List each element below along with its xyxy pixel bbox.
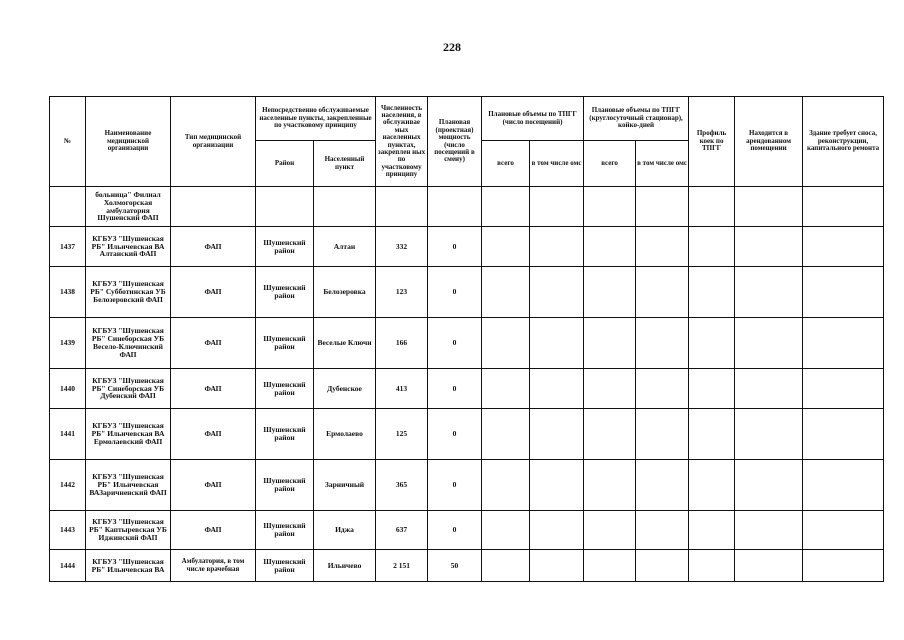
cell-num [50,187,86,227]
cell-capacity: 0 [428,460,482,511]
cell-type: Амбулатория, в том числе врачебная [171,550,256,582]
cell-district: Шушенский район [256,460,314,511]
cell-settlement: Ермолаево [314,409,376,460]
cell-num: 1439 [50,318,86,369]
cell-type: ФАП [171,369,256,409]
cell-settlement: Веселые Ключи [314,318,376,369]
facilities-table [49,96,884,582]
cell-org-name: КГБУЗ "Шушенская РБ" Субботинская УБ Белозеровский ФАП [86,267,171,318]
header-tpgg-inpatient: Плановые объемы по ТПГГ (круглосуточный стационар), койко-дней [584,97,689,141]
table-body [50,187,884,582]
table-row [50,460,884,511]
cell-org-name: КГБУЗ "Шушенская РБ" Каптыревская УБ Иджинский ФАП [86,511,171,550]
cell-district: Шушенский район [256,369,314,409]
cell-population: 123 [376,267,428,318]
cell-settlement: Алтан [314,227,376,267]
cell-population [376,187,428,227]
cell-capacity: 0 [428,227,482,267]
cell-district: Шушенский район [256,511,314,550]
cell-num: 1442 [50,460,86,511]
page-number: 228 [443,40,461,54]
cell-num: 1441 [50,409,86,460]
cell-population: 166 [376,318,428,369]
table-row [50,187,884,227]
cell-capacity [428,187,482,227]
header-visits-total: всего [482,141,530,187]
cell-type [171,187,256,227]
cell-district [256,187,314,227]
cell-org-name: КГБУЗ "Шушенская РБ" Синеборская УБ Дубенский ФАП [86,369,171,409]
cell-population: 637 [376,511,428,550]
table-row [50,227,884,267]
header-visits-oms: в том числе омс [530,141,584,187]
header-tpgg-visits: Плановые объемы по ТПГГ (число посещений) [482,97,584,141]
cell-population: 365 [376,460,428,511]
table-row [50,369,884,409]
header-repair: Здание требует сноса, реконструкции, капитального ремонта [803,97,884,187]
cell-org-name: КГБУЗ "Шушенская РБ" Ильичевская ВАЗаричненский ФАП [86,460,171,511]
cell-district: Шушенский район [256,227,314,267]
cell-type: ФАП [171,409,256,460]
table-row [50,318,884,369]
cell-type: ФАП [171,460,256,511]
cell-num: 1443 [50,511,86,550]
cell-settlement: Иджа [314,511,376,550]
cell-org-name: КГБУЗ "Шушенская РБ" Ильичевская ВА [86,550,171,582]
cell-district: Шушенский район [256,318,314,369]
table-row [50,267,884,318]
cell-population: 332 [376,227,428,267]
header-district: Район [256,141,314,187]
cell-capacity: 50 [428,550,482,582]
header-med-type: Тип медицинской организации [171,97,256,187]
cell-num: 1444 [50,550,86,582]
cell-settlement: Дубенское [314,369,376,409]
cell-population: 413 [376,369,428,409]
header-inpatient-oms: в том числе омс [636,141,689,187]
cell-num: 1440 [50,369,86,409]
cell-capacity: 0 [428,511,482,550]
header-served-points: Непосредственно обслуживаемые населенные пункты, закрепленные по участковому принципу [256,97,376,141]
header-inpatient-total: всего [584,141,636,187]
cell-type: ФАП [171,227,256,267]
header-population: Численность населения, в обслуживае мых населенных пунктах, закреплен ных по участковому принципу [376,97,428,187]
cell-district: Шушенский район [256,267,314,318]
cell-district: Шушенский район [256,409,314,460]
cell-org-name: больница" Филиал Холмогорская амбулатория Шушенский ФАП [86,187,171,227]
cell-capacity: 0 [428,369,482,409]
header-capacity: Плановая (проектная) мощность (число посещений в смену) [428,97,482,187]
cell-population: 125 [376,409,428,460]
cell-num: 1437 [50,227,86,267]
cell-num: 1438 [50,267,86,318]
table-row [50,511,884,550]
cell-type: ФАП [171,318,256,369]
cell-settlement: Ильичево [314,550,376,582]
cell-type: ФАП [171,267,256,318]
cell-population: 2 151 [376,550,428,582]
cell-capacity: 0 [428,318,482,369]
header-beds: Профиль коек по ТПГГ [689,97,735,187]
header-rented: Находится в арендованном помещении [735,97,803,187]
header-num: № [50,97,86,187]
cell-org-name: КГБУЗ "Шушенская РБ" Ильичевская ВА Алтанский ФАП [86,227,171,267]
table-row [50,409,884,460]
cell-org-name: КГБУЗ "Шушенская РБ" Ильичевская ВА Ермолаевский ФАП [86,409,171,460]
cell-settlement [314,187,376,227]
cell-type: ФАП [171,511,256,550]
table-row [50,550,884,582]
cell-capacity: 0 [428,267,482,318]
cell-settlement: Зарничный [314,460,376,511]
header-org-name: Наименование медицинской организации [86,97,171,187]
cell-org-name: КГБУЗ "Шушенская РБ" Синеборская УБ Весело-Ключинский ФАП [86,318,171,369]
cell-settlement: Белозеровка [314,267,376,318]
cell-district: Шушенский район [256,550,314,582]
cell-capacity: 0 [428,409,482,460]
header-settlement: Населенный пункт [314,141,376,187]
